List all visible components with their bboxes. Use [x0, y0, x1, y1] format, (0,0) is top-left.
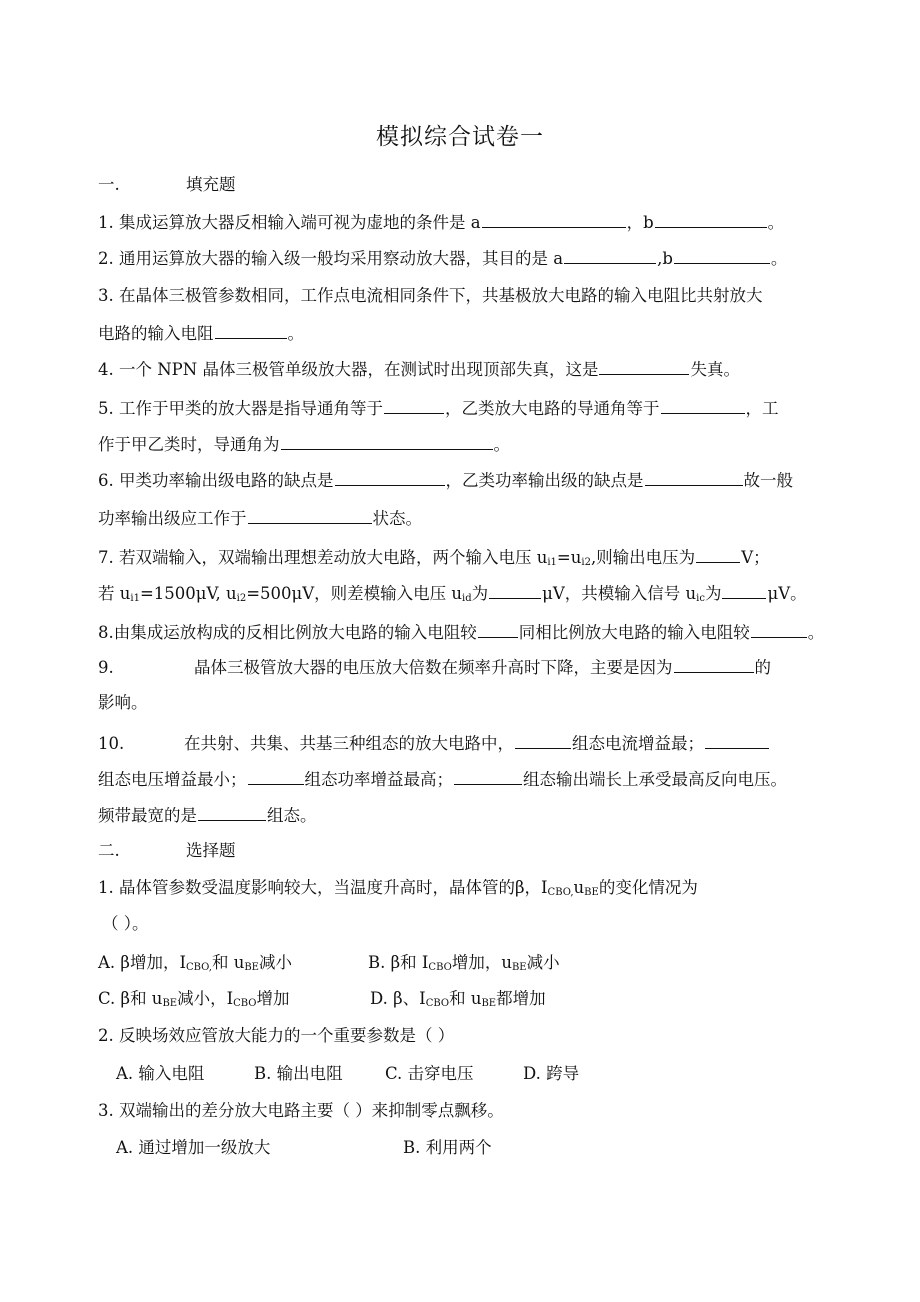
blank[interactable]: [599, 357, 689, 375]
question-2: 2. 通用运算放大器的输入级一般均采用察动放大器，其目的是 a ,b 。: [98, 246, 787, 270]
choice-3-option-a[interactable]: A. 通过增加一级放大: [116, 1138, 271, 1157]
choice-1-option-a[interactable]: A. β增加，$I_{CBO,}$和 $u_{BE}$减小: [98, 953, 292, 973]
section-name: 选择题: [186, 841, 236, 860]
blank[interactable]: [248, 506, 372, 524]
blank[interactable]: [478, 620, 518, 638]
section-fill-in-heading: [98, 174, 236, 196]
blank[interactable]: [655, 210, 767, 228]
choice-3-question: 3. 双端输出的差分放大电路主要（ ）来抑制零点飘移。: [98, 1101, 504, 1120]
question-9-line-1: 9. 晶体三极管放大器的电压放大倍数在频率升高时下降，主要是因为 的: [98, 655, 771, 679]
question-6-line-2: 功率输出级应工作于 状态。: [98, 506, 422, 530]
page-title: 模拟综合试卷一: [376, 124, 544, 150]
question-4: 4. 一个 NPN 晶体三极管单级放大器，在测试时出现顶部失真，这是 失真。: [98, 357, 740, 381]
blank[interactable]: [751, 620, 807, 638]
question-9-line-2: 影响。: [98, 693, 148, 712]
blank[interactable]: [482, 210, 626, 228]
blank[interactable]: [696, 545, 740, 563]
blank[interactable]: [384, 396, 444, 414]
choice-3-option-b[interactable]: B. 利用两个: [403, 1138, 492, 1157]
choice-2-option-a[interactable]: A. 输入电阻: [116, 1064, 205, 1083]
choice-1-question: 1. 晶体管参数受温度影响较大，当温度升高时，晶体管的β，$I_{CBO,}u_{BE}$的变化情况为: [98, 878, 698, 898]
question-5-line-2: 作于甲乙类时，导通角为 。: [98, 432, 510, 456]
blank[interactable]: [454, 767, 522, 785]
blank[interactable]: [489, 581, 541, 599]
choice-1-option-d[interactable]: D. β、$I_{CBO}$和 $u_{BE}$都增加: [370, 989, 546, 1009]
question-8: 8.由集成运放构成的反相比例放大电路的输入电阻较 同相比例放大电路的输入电阻较 。: [98, 620, 824, 644]
question-10-line-2: 组态电压增益最小； 组态功率增益最高； 组态输出端长上承受最高反向电压。: [98, 767, 787, 791]
choice-1-answer-paren: （ ）。: [102, 914, 149, 933]
blank[interactable]: [281, 432, 493, 450]
section-name: 填充题: [186, 175, 236, 194]
section-choice-heading: [98, 840, 236, 862]
blank[interactable]: [248, 767, 304, 785]
blank[interactable]: [705, 731, 769, 749]
choice-1-option-c[interactable]: C. β和 $u_{BE}$减小，$I_{CBO}$增加: [98, 989, 290, 1009]
question-3-line-1: 3. 在晶体三极管参数相同，工作点电流相同条件下，共基极放大电路的输入电阻比共射放大: [98, 286, 763, 305]
blank[interactable]: [722, 581, 766, 599]
blank[interactable]: [564, 246, 656, 264]
blank[interactable]: [515, 731, 571, 749]
choice-2-option-b[interactable]: B. 输出电阻: [254, 1064, 343, 1083]
choice-2-option-d[interactable]: D. 跨导: [523, 1064, 580, 1083]
choice-2-option-c[interactable]: C. 击穿电压: [385, 1064, 474, 1083]
question-1: 1. 集成运算放大器反相输入端可视为虚地的条件是 a ，b 。: [98, 210, 784, 234]
blank[interactable]: [215, 321, 287, 339]
section-number: 一.: [98, 175, 120, 194]
question-5-line-1: 5. 工作于甲类的放大器是指导通角等于 ，乙类放大电路的导通角等于 ，工: [98, 396, 779, 420]
blank[interactable]: [335, 468, 445, 486]
question-7-line-1: 7. 若双端输入，双端输出理想差动放大电路，两个输入电压 $u_{i1}=u_{i2}$,则输出电压为 V；: [98, 545, 770, 574]
choice-1-option-b[interactable]: B. β和 $I_{CBO}$增加，$u_{BE}$减小: [368, 953, 560, 973]
question-10-line-3: 频带最宽的是 组态。: [98, 803, 317, 827]
question-6-line-1: 6. 甲类功率输出级电路的缺点是 ，乙类功率输出级的缺点是 故一般: [98, 468, 793, 492]
blank[interactable]: [198, 803, 266, 821]
blank[interactable]: [674, 655, 754, 673]
choice-2-question: 2. 反映场效应管放大能力的一个重要参数是（ ）: [98, 1026, 455, 1045]
question-10-line-1: 10. 在共射、共集、共基三种组态的放大电路中， 组态电流增益最；: [98, 731, 770, 755]
blank[interactable]: [645, 468, 743, 486]
section-number: 二.: [98, 841, 120, 860]
question-3-line-2: 电路的输入电阻 。: [98, 321, 304, 345]
blank[interactable]: [674, 246, 770, 264]
blank[interactable]: [661, 396, 745, 414]
question-7-line-2: 若 $u_{i1}=1500\mu V$, $u_{i2}=500\mu V$，则差模输入电压 $u_{id}$为 μV，共模输入信号 $u_{ic}$为 μV。: [98, 581, 807, 610]
